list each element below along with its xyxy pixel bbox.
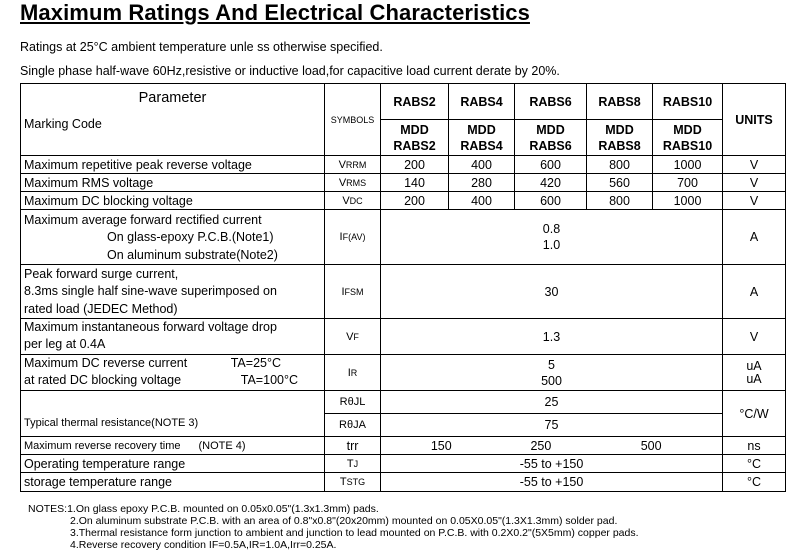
symbol-cell: VF	[325, 319, 381, 355]
note-line: 2.On aluminum substrate P.C.B. with an area of 0.8"x0.8"(20x20mm) mounted on 0.05X0.05"(1.3X1.3mm) solder pad.	[70, 515, 618, 527]
table-row	[21, 319, 786, 355]
param-label: Peak forward surge current, 8.3ms single half sine-wave superimposed on rated load (JEDEC Method)	[21, 265, 325, 319]
unit-cell: °C	[723, 473, 786, 492]
value-cell: 400	[449, 192, 515, 210]
param-label: Operating temperature range	[21, 455, 325, 473]
symbol-cell: IF(AV)	[325, 210, 381, 265]
note-line: NOTES:1.On glass epoxy P.C.B. mounted on 0.05x0.05"(1.3x1.3mm) pads.	[28, 503, 379, 515]
param-label: Maximum DC blocking voltage	[21, 192, 325, 210]
table-row	[21, 437, 786, 455]
unit-cell: V	[723, 319, 786, 355]
units-header: UNITS	[723, 84, 786, 156]
value-cell: 600	[515, 192, 587, 210]
unit-cell: V	[723, 174, 786, 192]
marking-code-label: Marking Code	[24, 117, 102, 131]
part-header: RABS2	[381, 84, 449, 120]
symbols-header: SYMBOLS	[325, 84, 381, 156]
unit-cell: ns	[723, 437, 786, 455]
value-cell: 150 250 500	[381, 437, 723, 455]
value-cell: 5 500	[381, 355, 723, 391]
note-line: 4.Reverse recovery condition IF=0.5A,IR=1.0A,Irr=0.25A.	[70, 539, 337, 551]
table-row	[21, 210, 786, 265]
symbol-cell: VRMS	[325, 174, 381, 192]
unit-cell: V	[723, 192, 786, 210]
parameter-header-cell	[21, 84, 325, 156]
value-cell: 200	[381, 192, 449, 210]
value-cell: 0.8 1.0	[381, 210, 723, 265]
value-cell: -55 to +150	[381, 473, 723, 492]
marking-cell: MDD RABS8	[587, 120, 653, 156]
value-cell: 600	[515, 156, 587, 174]
param-label: Maximum average forward rectified current On glass-epoxy P.C.B.(Note1) On aluminum substrate(Note2)	[21, 210, 325, 265]
value-cell: 30	[381, 265, 723, 319]
param-label: Maximum repetitive peak reverse voltage	[21, 156, 325, 174]
symbol-cell: IR	[325, 355, 381, 391]
value-cell: 200	[381, 156, 449, 174]
value-cell: 140	[381, 174, 449, 192]
unit-cell: uA uA	[723, 355, 786, 391]
unit-cell: V	[723, 156, 786, 174]
value-cell: 700	[653, 174, 723, 192]
symbol-cell: TJ	[325, 455, 381, 473]
symbol-cell: RθJL	[325, 391, 381, 414]
table-row	[21, 156, 786, 174]
param-label: Maximum RMS voltage	[21, 174, 325, 192]
note-line: 3.Thermal resistance form junction to ambient and junction to lead mounted on P.C.B. with 0.2X0.2"(5X5mm) copper pads.	[70, 527, 639, 539]
value-cell: 25	[381, 391, 723, 414]
unit-cell: A	[723, 210, 786, 265]
marking-cell: MDD RABS2	[381, 120, 449, 156]
param-label: Maximum instantaneous forward voltage drop per leg at 0.4A	[21, 319, 325, 355]
unit-cell: °C	[723, 455, 786, 473]
value-cell: 280	[449, 174, 515, 192]
value-cell: 400	[449, 156, 515, 174]
marking-cell: MDD RABS6	[515, 120, 587, 156]
table-header-row	[21, 84, 786, 120]
symbol-cell: RθJA	[325, 414, 381, 437]
value-cell: 800	[587, 192, 653, 210]
load-conditions: Single phase half-wave 60Hz,resistive or inductive load,for capacitive load current derate by 20%.	[20, 64, 560, 78]
value-cell: 800	[587, 156, 653, 174]
table-row	[21, 473, 786, 492]
marking-cell: MDD RABS10	[653, 120, 723, 156]
part-header: RABS8	[587, 84, 653, 120]
value-cell: 1000	[653, 192, 723, 210]
symbol-cell: IFSM	[325, 265, 381, 319]
symbol-cell: trr	[325, 437, 381, 455]
table-row	[21, 174, 786, 192]
ratings-conditions: Ratings at 25°C ambient temperature unle ss otherwise specified.	[20, 40, 383, 54]
param-label: Maximum reverse recovery time (NOTE 4)	[21, 437, 325, 455]
part-header: RABS10	[653, 84, 723, 120]
table-row	[21, 192, 786, 210]
param-label: Maximum DC reverse current TA=25°C at rated DC blocking voltage TA=100°C	[21, 355, 325, 391]
symbol-cell: VRRM	[325, 156, 381, 174]
value-cell: 420	[515, 174, 587, 192]
part-header: RABS6	[515, 84, 587, 120]
symbol-cell: TSTG	[325, 473, 381, 492]
table-row	[21, 265, 786, 319]
value-cell: 560	[587, 174, 653, 192]
page-title: Maximum Ratings And Electrical Characteristics	[20, 0, 530, 25]
value-cell: 1000	[653, 156, 723, 174]
value-cell: 1.3	[381, 319, 723, 355]
ratings-table	[20, 83, 786, 492]
param-label: Typical thermal resistance(NOTE 3)	[21, 391, 325, 437]
symbol-cell: VDC	[325, 192, 381, 210]
table-row	[21, 391, 786, 414]
unit-cell: °C/W	[723, 391, 786, 437]
value-cell: -55 to +150	[381, 455, 723, 473]
unit-cell: A	[723, 265, 786, 319]
part-header: RABS4	[449, 84, 515, 120]
value-cell: 75	[381, 414, 723, 437]
table-row	[21, 455, 786, 473]
marking-cell: MDD RABS4	[449, 120, 515, 156]
notes	[28, 503, 639, 551]
parameter-header: Parameter	[138, 90, 207, 106]
table-row	[21, 355, 786, 391]
param-label: storage temperature range	[21, 473, 325, 492]
